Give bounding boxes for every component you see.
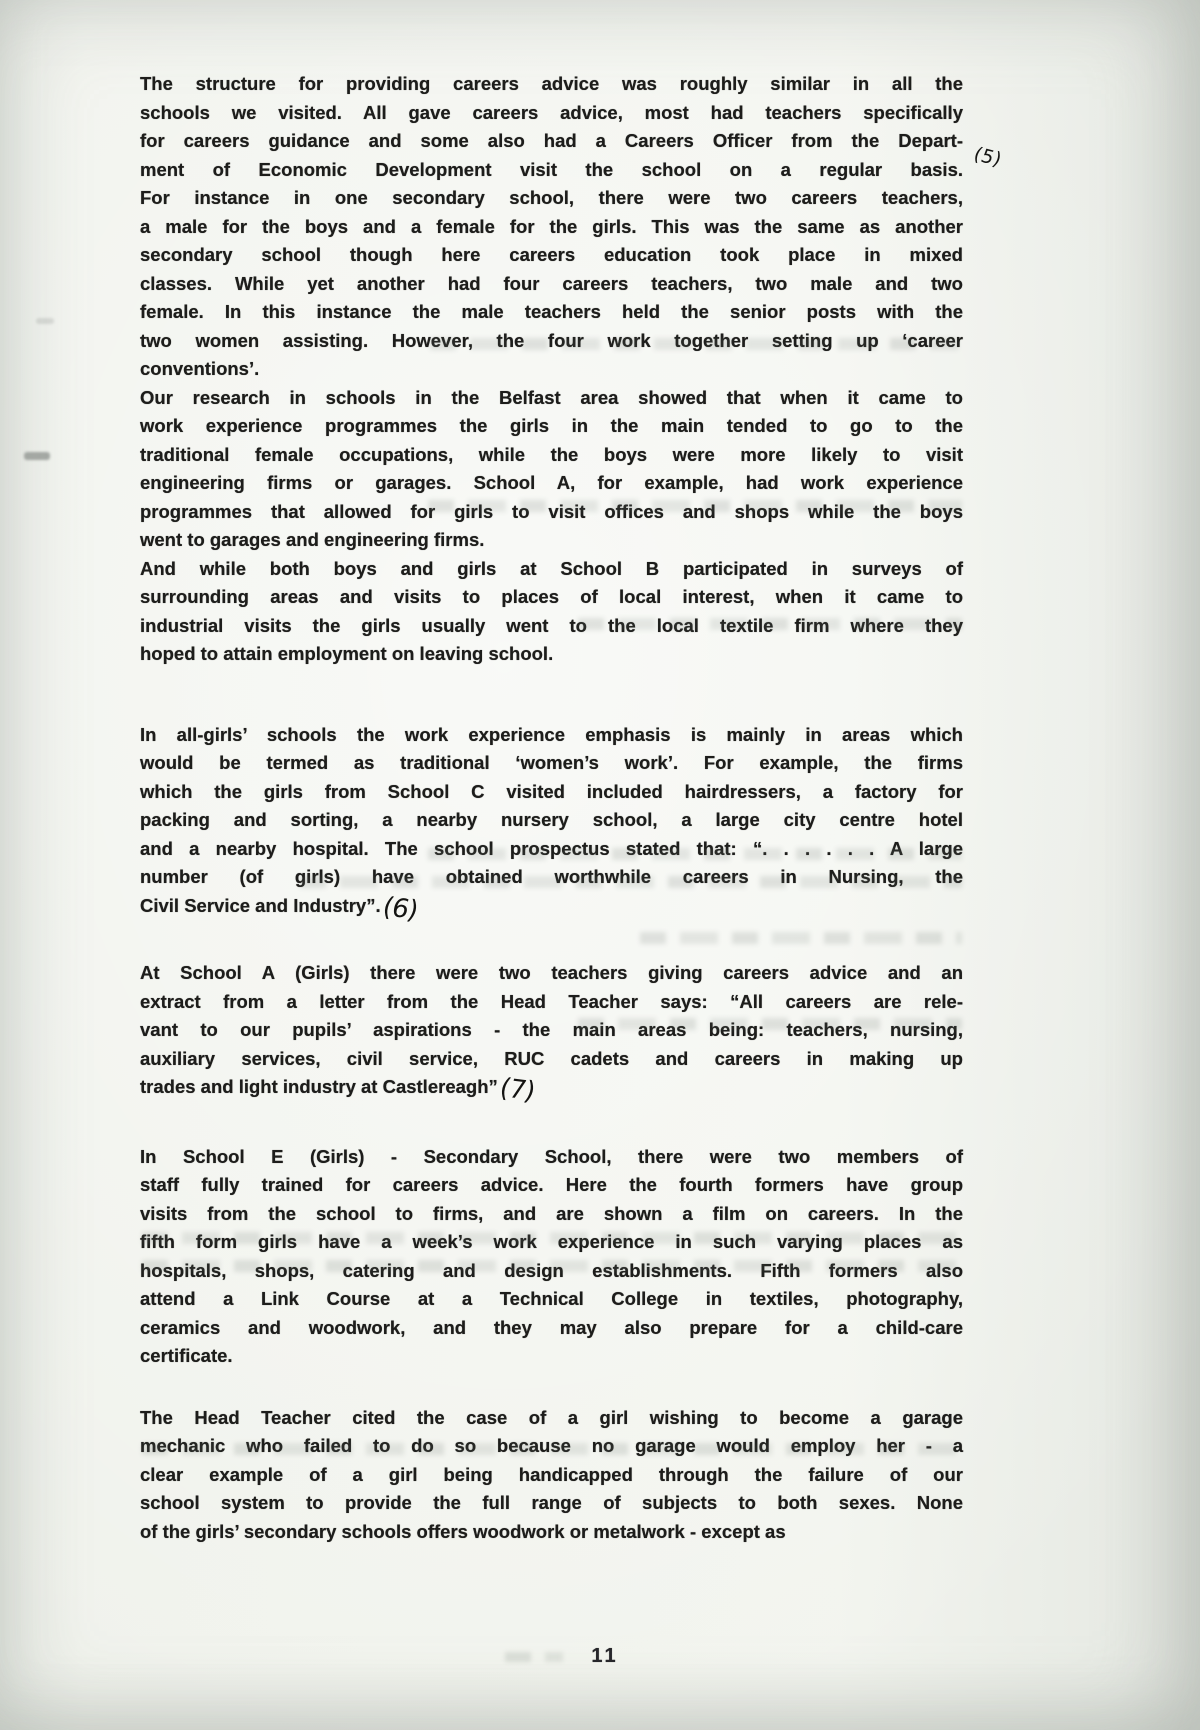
scan-speck (24, 452, 50, 460)
text-line: engineering firms or garages. School A, for example, had work experience (140, 472, 963, 493)
text-line: attend a Link Course at a Technical College in textiles, photography, (140, 1288, 963, 1309)
handwritten-footnote-mark: (7) (496, 1073, 538, 1107)
text-line: The Head Teacher cited the case of a girl wishing to become a garage (140, 1406, 963, 1428)
text-line: vant to our pupils’ aspirations - the main areas being: teachers, nursing, (140, 1019, 963, 1040)
text-line: Civil Service and Industry”.(6) (140, 891, 421, 926)
text-line: number (of girls) have obtained worthwhile careers in Nursing, the (140, 866, 963, 887)
text-line: hoped to attain employment on leaving school. (140, 643, 554, 664)
paragraph (140, 1143, 963, 1371)
paragraph (140, 1404, 963, 1547)
text-line: hospitals, shops, catering and design establishments. Fifth formers also (140, 1259, 963, 1281)
text-line: At School A (Girls) there were two teachers giving careers advice and an (140, 962, 963, 983)
text-line: schools we visited. All gave careers advice, most had teachers specifically (140, 101, 963, 123)
text-line: programmes that allowed for girls to visit offices and shops while the boys (140, 500, 963, 522)
body-text (140, 70, 1005, 1546)
paragraph (140, 721, 963, 924)
text-line: which the girls from School C visited included hairdressers, a factory for (140, 780, 963, 802)
text-line: packing and sorting, a nearby nursery school, a large city centre hotel (140, 809, 963, 830)
text-line: of the girls’ secondary schools offers woodwork or metalwork - except as (140, 1520, 786, 1542)
text-line: two women assisting. However, the four work together setting up ‘career (140, 329, 963, 351)
text-line: The structure for providing careers advice was roughly similar in all the (140, 73, 963, 94)
text-line: trades and light industry at Castlereagh”(7) (140, 1073, 538, 1107)
text-line: work experience programmes the girls in the main tended to go to the (140, 415, 963, 436)
paragraph (140, 555, 963, 669)
handwritten-footnote-mark: (6) (379, 891, 421, 926)
handwritten-footnote-mark: (5) (970, 142, 1005, 171)
text-line: mechanic who failed to do so because no garage would employ her - a (140, 1435, 963, 1456)
text-line: And while both boys and girls at School B participated in surveys of (140, 557, 963, 579)
text-line: and a nearby hospital. The school prospectus stated that: “. . . . . . A large (140, 837, 963, 859)
bleedthrough-ghost (505, 1652, 563, 1662)
page-number: 11 (591, 1645, 619, 1667)
text-line: a male for the boys and a female for the girls. This was the same as another (140, 215, 963, 237)
text-line: traditional female occupations, while the boys were more likely to visit (140, 443, 963, 465)
scan-speck (36, 318, 54, 324)
paragraph (140, 70, 1005, 384)
text-line: In School E (Girls) - Secondary School, there were two members of (140, 1145, 963, 1167)
text-line: ceramics and woodwork, and they may also prepare for a child-care (140, 1316, 963, 1338)
text-line: industrial visits the girls usually went to the local textile firm where they (140, 614, 963, 636)
paragraph (140, 959, 963, 1105)
text-line: conventions’. (140, 358, 260, 379)
text-line: For instance in one secondary school, there were two careers teachers, (140, 187, 963, 208)
text-line: classes. While yet another had four careers teachers, two male and two (140, 272, 963, 294)
text-line: fifth form girls have a week’s work experience in such varying places as (140, 1231, 963, 1252)
text-line: Our research in schools in the Belfast area showed that when it came to (140, 386, 963, 408)
text-line: In all-girls’ schools the work experience emphasis is mainly in areas which (140, 723, 963, 745)
text-line: school system to provide the full range of subjects to both sexes. None (140, 1492, 963, 1513)
text-line: would be termed as traditional ‘women’s work’. For example, the firms (140, 752, 963, 773)
text-line: for careers guidance and some also had a Careers Officer from the Depart- (140, 130, 963, 151)
text-line: certificate. (140, 1345, 233, 1366)
text-line: went to garages and engineering firms. (140, 529, 485, 550)
text-line: secondary school though here careers education took place in mixed (140, 244, 963, 265)
text-line: visits from the school to firms, and are shown a film on careers. In the (140, 1202, 963, 1224)
text-line: staff fully trained for careers advice. Here the fourth formers have group (140, 1174, 963, 1195)
text-line: female. In this instance the male teachers held the senior posts with the (140, 301, 963, 322)
text-line: extract from a letter from the Head Teacher says: “All careers are rele- (140, 990, 963, 1012)
paragraph (140, 384, 963, 555)
text-line: ment of Economic Development visit the school on a regular basis. (5) (140, 156, 963, 185)
text-line: auxiliary services, civil service, RUC cadets and careers in making up (140, 1047, 963, 1069)
text-line: surrounding areas and visits to places of local interest, when it came to (140, 586, 963, 607)
text-line: clear example of a girl being handicapped through the failure of our (140, 1463, 963, 1485)
